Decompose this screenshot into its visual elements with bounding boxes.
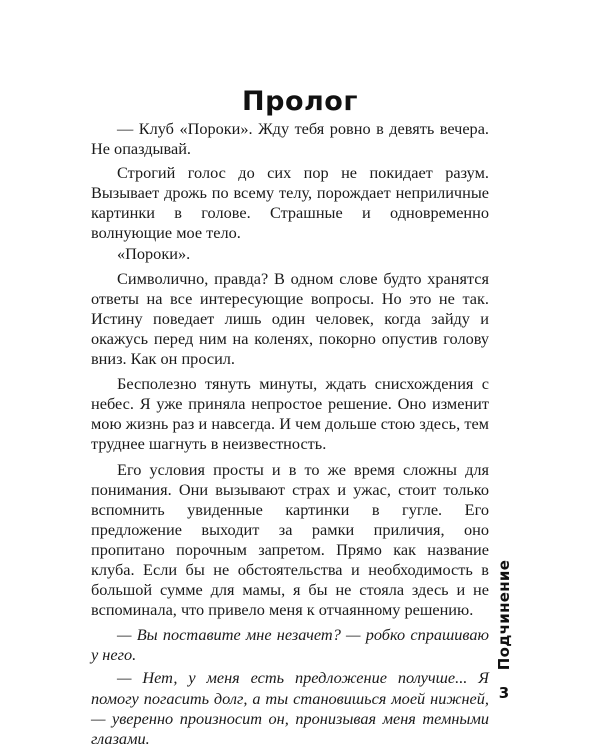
paragraph-5: Бесполезно тянуть минуты, ждать снисхождения с небес. Я уже приняла непростое решение. Оно изменит мою жизнь раз и навсегда. И чем дольше стою здесь, тем труднее шагнуть в неизвестность. — [91, 374, 489, 454]
paragraph-3: «Пороки». — [117, 243, 191, 263]
page-number: 3 — [498, 684, 510, 702]
body-text — [91, 119, 489, 752]
paragraph-8-dialogue: — Нет, у меня есть предложение получше... Я помогу погасить долг, а ты становишься моей нижней, — уверенно произносит он, пронизывая меня темными глазами. — [91, 668, 489, 748]
paragraph-2: Строгий голос до сих пор не покидает разум. Вызывает дрожь по всему телу, порождает неприличные картинки в голове. Страшные и одновременно волнующие мое тело. — [91, 163, 489, 243]
running-head-vertical — [493, 555, 515, 675]
paragraph-4: Символично, правда? В одном слове будто хранятся ответы на все интересующие вопросы. Но это не так. Истину поведает лишь один человек, когда зайду и окажусь перед ним на коленях, покорно опустив голову вниз. Как он просил. — [91, 268, 489, 369]
paragraph-1: — Клуб «Пороки». Жду тебя ровно в девять вечера. Не опаздывай. — [91, 119, 489, 159]
running-head-text: Подчинение — [495, 559, 513, 671]
chapter-title: Пролог — [242, 86, 358, 117]
paragraph-7-dialogue: — Вы поставите мне незачет? — робко спрашиваю у него. — [91, 625, 489, 665]
paragraph-6: Его условия просты и в то же время сложны для понимания. Они вызывают страх и ужас, стоит только вспомнить увиденные картинки в гугле. Его предложение выходит за рамки приличия, оно пропитано порочным запретом. Прямо как название клуба. Если бы не обстоятельства и необходимость в большой сумме для мамы, я бы не стояла здесь и не вспоминала, что привело меня к отчаянному решению. — [91, 459, 489, 620]
